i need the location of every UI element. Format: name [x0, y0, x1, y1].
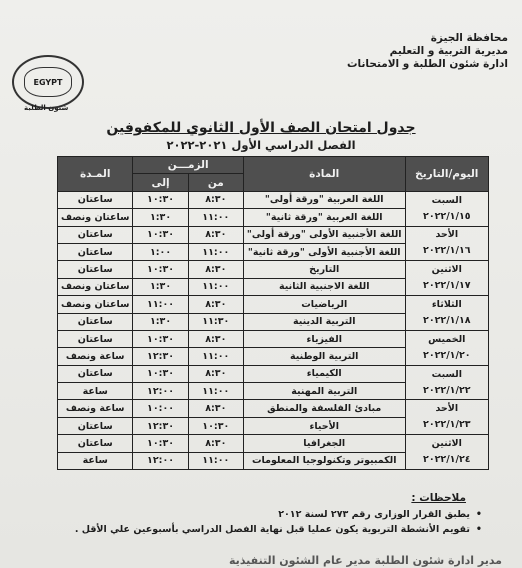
duration-cell: ساعة [58, 383, 133, 400]
to-cell: ١:٣٠ [133, 313, 188, 330]
table-row [58, 191, 489, 208]
subject-cell: اللغة الأجنبية الأولى "ورقة ثانية" [243, 243, 405, 260]
subject-cell: الرياضيات [243, 296, 405, 313]
from-cell: ١١:٠٠ [188, 243, 243, 260]
day-date-cell [405, 191, 488, 226]
day-name: الأحد [435, 403, 459, 415]
from-cell: ٨:٣٠ [188, 400, 243, 417]
header-to: إلى [133, 174, 188, 191]
note-item [42, 507, 482, 522]
to-cell: ١:٣٠ [133, 278, 188, 295]
seal-caption: شئون الطلبة [24, 104, 69, 112]
from-cell: ١١:٠٠ [188, 452, 243, 469]
day-date-cell [405, 435, 488, 470]
duration-cell: ساعتان [58, 226, 133, 243]
day-date-cell [405, 365, 488, 400]
table-row [58, 435, 489, 452]
exam-date: ٢٠٢٢/١/٢٠ [423, 349, 471, 361]
to-cell: ١٢:٣٠ [133, 417, 188, 434]
notes-title: ملاحظات : [411, 492, 466, 504]
to-cell: ١٠:٣٠ [133, 226, 188, 243]
bullet-icon: • [475, 509, 482, 520]
from-cell: ١١:٠٠ [188, 383, 243, 400]
header-from: من [188, 174, 243, 191]
table-row [58, 330, 489, 347]
subject-cell: اللغة الاجنبية الثانية [243, 278, 405, 295]
to-cell: ١٠:٣٠ [133, 191, 188, 208]
from-cell: ١١:٠٠ [188, 348, 243, 365]
subject-cell: التربية المهنية [243, 383, 405, 400]
note-item [42, 522, 482, 537]
governorate-line: محافظة الجيزة [430, 32, 508, 44]
bullet-icon: • [475, 524, 482, 535]
to-cell: ١٢:٣٠ [133, 348, 188, 365]
duration-cell: ساعتان [58, 313, 133, 330]
duration-cell: ساعتان [58, 243, 133, 260]
day-name: الخميس [428, 333, 466, 345]
signature-line: مدير ادارة شئون الطلبة مدير عام الشئون التنفيذية [229, 554, 502, 567]
table-row [58, 261, 489, 278]
table-row [58, 226, 489, 243]
day-name: السبت [431, 368, 462, 380]
header-subject: المادة [243, 157, 405, 192]
from-cell: ٨:٣٠ [188, 261, 243, 278]
seal-emblem-icon [24, 67, 72, 97]
subject-cell: الجغرافيا [243, 435, 405, 452]
from-cell: ٨:٣٠ [188, 191, 243, 208]
to-cell: ١٠:٠٠ [133, 400, 188, 417]
subject-cell: اللغة العربية "ورقة ثانية" [243, 209, 405, 226]
duration-cell: ساعتان [58, 261, 133, 278]
subject-cell: التربية الدينية [243, 313, 405, 330]
exam-date: ٢٠٢٢/١/٢٤ [423, 454, 471, 466]
subject-cell: التربية الوطنية [243, 348, 405, 365]
exam-schedule-table [57, 156, 489, 470]
from-cell: ٨:٣٠ [188, 296, 243, 313]
directorate-line: مديرية التربية و التعليم [389, 45, 508, 57]
exam-date: ٢٠٢٢/١/١٧ [423, 280, 471, 292]
subject-cell: مبادئ الفلسفة والمنطق [243, 400, 405, 417]
table-header-row [58, 157, 489, 174]
duration-cell: ساعتان [58, 435, 133, 452]
duration-cell: ساعتان [58, 417, 133, 434]
page-subtitle: الفصل الدراسي الأول ٢٠٢١-٢٠٢٢ [166, 138, 356, 152]
day-date-cell [405, 400, 488, 435]
duration-cell: ساعة ونصف [58, 400, 133, 417]
to-cell: ١٠:٣٠ [133, 365, 188, 382]
seal-text: EGYPT [33, 77, 63, 87]
exam-date: ٢٠٢٢/١/١٦ [423, 245, 471, 257]
duration-cell: ساعتان [58, 330, 133, 347]
note-text: تقويم الأنشطة التربوية يكون عمليا قبل نهاية الفصل الدراسي بأسبوعين علي الأقل . [74, 524, 470, 535]
from-cell: ٨:٣٠ [188, 365, 243, 382]
from-cell: ١١:٠٠ [188, 209, 243, 226]
subject-cell: الفيزياء [243, 330, 405, 347]
to-cell: ١٠:٣٠ [133, 435, 188, 452]
header-time: الزمـــن [133, 157, 244, 174]
seal-logo [12, 55, 84, 109]
from-cell: ١٠:٣٠ [188, 417, 243, 434]
header-day: اليوم/التاريخ [405, 157, 488, 192]
note-text: يطبق القرار الوزارى رقم ٢٧٣ لسنة ٢٠١٢ [278, 509, 470, 520]
day-name: الأحد [435, 229, 459, 241]
day-date-cell [405, 296, 488, 331]
subject-cell: الكيمياء [243, 365, 405, 382]
to-cell: ١٠:٣٠ [133, 330, 188, 347]
exam-date: ٢٠٢٢/١/١٥ [423, 210, 471, 222]
day-date-cell [405, 261, 488, 296]
from-cell: ١١:٣٠ [188, 313, 243, 330]
notes-list [42, 507, 482, 537]
exam-date: ٢٠٢٢/١/٢٢ [423, 384, 471, 396]
day-name: الاثنين [431, 264, 462, 276]
from-cell: ٨:٣٠ [188, 330, 243, 347]
to-cell: ١١:٠٠ [133, 296, 188, 313]
subject-cell: التاريخ [243, 261, 405, 278]
table-row [58, 365, 489, 382]
letterhead [298, 32, 508, 71]
to-cell: ١:٠٠ [133, 243, 188, 260]
day-date-cell [405, 330, 488, 365]
subject-cell: الأحياء [243, 417, 405, 434]
duration-cell: ساعتان ونصف [58, 296, 133, 313]
duration-cell: ساعة ونصف [58, 348, 133, 365]
table-row [58, 400, 489, 417]
table-row [58, 296, 489, 313]
to-cell: ١٢:٠٠ [133, 452, 188, 469]
to-cell: ١٢:٠٠ [133, 383, 188, 400]
from-cell: ١١:٠٠ [188, 278, 243, 295]
table-body [58, 191, 489, 469]
subject-cell: اللغة الأجنبية الأولى "ورقة أولى" [243, 226, 405, 243]
duration-cell: ساعتان [58, 191, 133, 208]
duration-cell: ساعتان [58, 365, 133, 382]
duration-cell: ساعة [58, 452, 133, 469]
duration-cell: ساعتان ونصف [58, 278, 133, 295]
day-name: السبت [431, 194, 462, 206]
exam-date: ٢٠٢٢/١/١٨ [423, 315, 471, 327]
header-duration: المـدة [58, 157, 133, 192]
subject-cell: الكمبيوتر وتكنولوجيا المعلومات [243, 452, 405, 469]
subject-cell: اللغة العربية "ورقة أولى" [243, 191, 405, 208]
page-title: جدول امتحان الصف الأول الثانوي للمكفوفين [106, 120, 416, 136]
duration-cell: ساعتان ونصف [58, 209, 133, 226]
department-line: ادارة شئون الطلبة و الامتحانات [347, 58, 508, 70]
from-cell: ٨:٣٠ [188, 435, 243, 452]
day-name: الاثنين [431, 438, 462, 450]
to-cell: ١٠:٣٠ [133, 261, 188, 278]
day-name: الثلاثاء [431, 299, 462, 311]
from-cell: ٨:٣٠ [188, 226, 243, 243]
to-cell: ١:٣٠ [133, 209, 188, 226]
day-date-cell [405, 226, 488, 261]
exam-date: ٢٠٢٢/١/٢٣ [423, 419, 471, 431]
